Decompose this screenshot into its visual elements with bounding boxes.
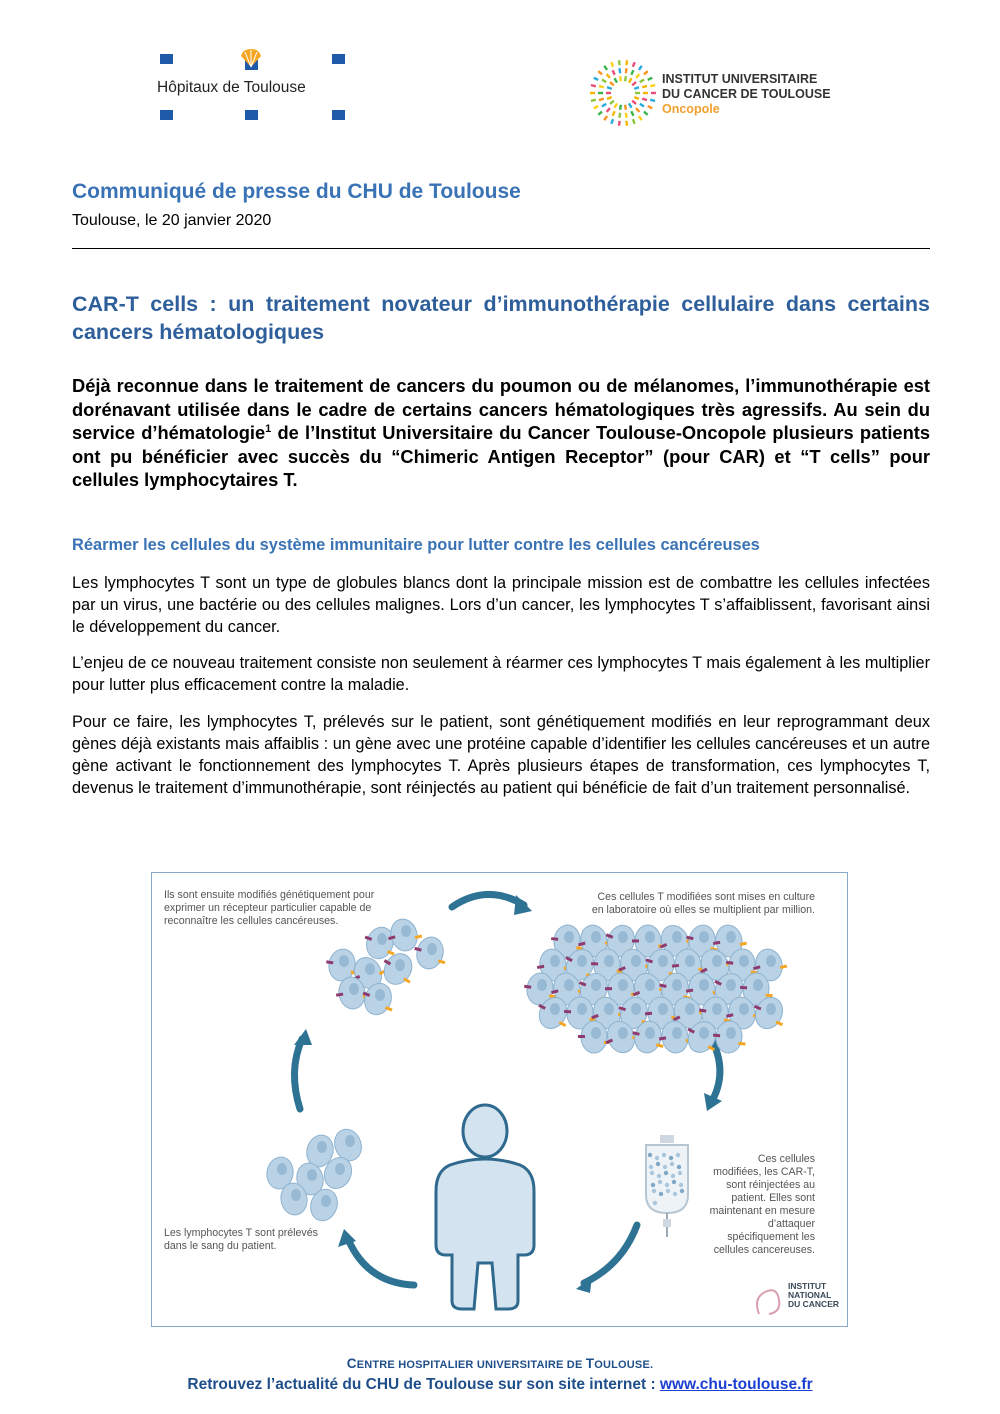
- dateline: Toulouse, le 20 janvier 2020: [72, 212, 272, 229]
- paragraph-1: Les lymphocytes T sont un type de globules blancs dont la principale mission est de combattre les cellules infectées par un virus, une bactérie ou des cellules malignes. Lors d’un cancer, les lymphocytes T s’affaiblissent, favorisant ainsi le développement du cancer.: [72, 574, 930, 636]
- inca-ribbon-icon: [751, 1284, 791, 1318]
- section-subheading: Réarmer les cellules du système immunitaire pour lutter contre les cellules cancéreuses: [72, 536, 760, 554]
- caption-modified: Ils sont ensuite modifiés génétiquement pour exprimer un récepteur particulier capable de reconnaître les cellules cancéreuses.: [164, 889, 375, 927]
- car-t-process-illustration: [151, 872, 848, 1327]
- inca-line1: INSTITUT: [788, 1281, 827, 1291]
- lead-text-part2: de l’Institut Universitaire du Cancer Toulouse-Oncopole plusieurs patients ont pu bénéficier avec succès du “Chimeric Antigen Receptor” (pour CAR) et “T cells” pour cellules lymphocytaires T.: [72, 422, 930, 490]
- caption-collected: Les lymphocytes T sont prélevés dans le sang du patient.: [164, 1227, 318, 1252]
- lead-text-part1: Déjà reconnue dans le traitement de cancers du poumon ou de mélanomes, l’immunothérapie est dorénavant utilisée dans le cadre de certains cancers hématologiques très agressifs. Au sein du service d’hématologie: [72, 375, 930, 443]
- footer-organization: CENTRE HOSPITALIER UNIVERSITAIRE DE TOULOUSE.: [346, 1356, 654, 1371]
- arrow-bottom-right: [584, 1225, 637, 1283]
- iuct-name-oncopole: Oncopole: [662, 102, 720, 116]
- hopitaux-name: Hôpitaux de Toulouse: [157, 79, 306, 96]
- arrow-bottom-left: [348, 1239, 414, 1285]
- website-link[interactable]: www.chu-toulouse.fr: [659, 1376, 813, 1393]
- article-title: CAR-T cells : un traitement novateur d’immunothérapie cellulaire dans certains cancers hématologiques: [72, 292, 930, 344]
- iuct-name-line1: INSTITUT UNIVERSITAIRE: [662, 72, 818, 86]
- press-release-title: Communiqué de presse du CHU de Toulouse: [72, 180, 521, 203]
- process-diagram: [152, 873, 847, 1326]
- inca-line2: NATIONAL: [788, 1290, 832, 1300]
- caption-reinjected: Ces cellules modifiées, les CAR-T, sont réinjectées au patient. Elles sont maintenant en mesure d’attaquer spécifiquement les cellules cancereuses.: [709, 1153, 815, 1256]
- footnote-marker: 1: [265, 422, 272, 435]
- sunburst-icon: [590, 60, 656, 126]
- divider: [72, 248, 930, 249]
- hopitaux-de-toulouse-logo: [155, 48, 350, 126]
- inca-logo: [751, 1280, 841, 1320]
- caption-culture: Ces cellules T modifiées sont mises en culture en laboratoire où elles se multiplient par million.: [591, 891, 815, 916]
- cell: [413, 934, 446, 972]
- paragraph-2: L’enjeu de ce nouveau traitement consiste non seulement à réarmer ces lymphocytes T mais également à les multiplier pour lutter plus efficacement contre la maladie.: [72, 654, 930, 694]
- arrow-top: [452, 894, 524, 907]
- footer-website-text: Retrouvez l’actualité du CHU de Toulouse sur son site internet :: [187, 1376, 660, 1393]
- article-lead: [72, 374, 930, 492]
- iuct-name-line2: DU CANCER DE TOULOUSE: [662, 87, 831, 101]
- arrow-left: [294, 1039, 302, 1109]
- paragraph-3: Pour ce faire, les lymphocytes T, prélevés sur le patient, sont génétiquement modifiés en leur reprogrammant deux gènes déjà existants mais affaiblis : un gène avec une protéine capable d’identifier les cellules cancéreuses et un autre gène activant le fonctionnement des lymphocytes T. Après plusieurs étapes de transformation, ces lymphocytes T, devenus le traitement d’immunothérapie, sont réinjectés au patient qui bénéficie de fait d’un traitement personnalisé.: [72, 713, 930, 797]
- inca-line3: DU CANCER: [788, 1299, 839, 1309]
- footer-website: [0, 1376, 1000, 1394]
- patient-figure: [436, 1105, 534, 1309]
- iuct-oncopole-logo: [590, 60, 830, 130]
- shell-icon: [239, 48, 263, 68]
